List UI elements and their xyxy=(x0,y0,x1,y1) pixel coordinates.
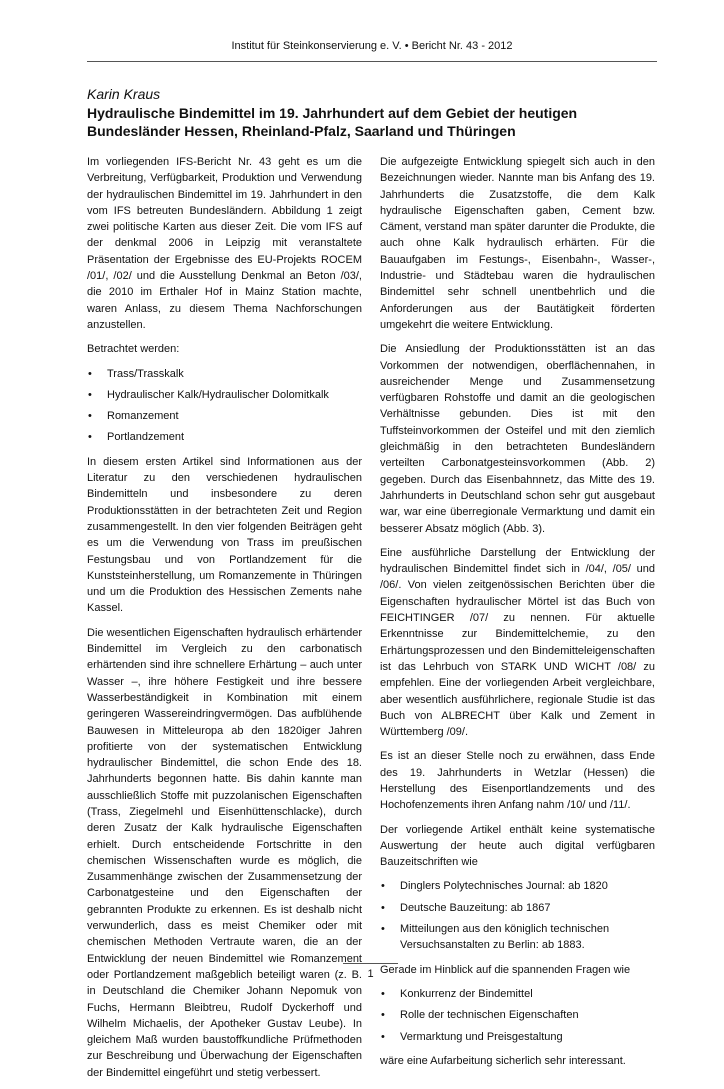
page-number: 1 xyxy=(367,968,374,980)
list-item: • Deutsche Bauzeitung: ab 1867 xyxy=(400,900,655,916)
list-item: • Trass/Trasskalk xyxy=(107,366,362,382)
paragraph: Der vorliegende Artikel enthält keine systematische Auswertung der heute auch digital verfügbaren Bauzeitschriften wie xyxy=(380,823,655,869)
list-item: • Konkurrenz der Bindemittel xyxy=(400,986,655,1002)
bullet-list xyxy=(380,986,655,1045)
paragraph: Die aufgezeigte Entwicklung spiegelt sich auch in den Bezeichnungen wieder. Nannte man bis Anfang des 19. Jahrhunderts die Zusatzstoffe, die dem Kalk hydraulische Eigenschaften gaben, Cement bzw. Cäment, verstand man später darunter die Produkte, die auch ohne Kalk hydraulisch erhärten. Für die Bauaufgaben im Festungs-, Eisenbahn-, Wasser-, Industrie- und Städtebau waren die hydraulischen Bindemittel sehr schnell unentbehrlich und die Anforderungen aus der Bautätigkeit förderten umgekehrt die weitere Entwicklung. xyxy=(380,156,655,331)
list-item: • Rolle der technischen Eigenschaften xyxy=(400,1007,655,1023)
paragraph: Im vorliegenden IFS-Bericht Nr. 43 geht es um die Verbreitung, Verfügbarkeit, Produktion und Verwendung der hydraulischen Bindemittel im 19. Jahrhundert in den vom IFS betreuten Bundesländern. Abbildung 1 zeigt zwei politische Karten aus dieser Zeit. Die vom IFS auf der denkmal 2006 in Leipzig mit veranstaltete Präsentation der Ergebnisse des EU-Projekts ROCEM /01/, /02/ und die Ausstellung Denkmal an Beton /03/, die 2010 im Erthaler Hof in Mainz Station machte, waren Anlass, zu diesem Thema Nachforschungen anzustellen. xyxy=(87,156,362,331)
list-item: • Portlandzement xyxy=(107,429,362,445)
paragraph: Die wesentlichen Eigenschaften hydraulisch erhärtender Bindemittel im Vergleich zu den carbonatisch erhärtenden sind ihre schnellere Erhärtung – auch unter Wasser –, ihre höhere Festigkeit und ihre bessere Wasserbeständigkeit in Kombination mit einem geringeren Wassereindringvermögen. Das aufblühende Bauwesen in Mitteleuropa ab den 1820iger Jahren profitierte von der systematischen Entwicklung hydraulischer Bindemittel, die schon Ende des 18. Jahrhunderts begonnen hatte. Bis dahin kannte man ausschließlich Stoffe mit puzzolanischen Eigenschaften (Trass, Ziegelmehl und Eisenhüttenschlacke), durch deren Zusatz der Kalk hydraulische Eigenschaften erhielt. Durch entscheidende Fortschritte in den chemischen Wissenschaften wurde es möglich, die Zusammenhänge zwischen der Zusammensetzung der Carbonatgesteine und den Eigenschaften der gebrannten Produkte zu erkennen. Es ist deshalb nicht verwunderlich, dass es meist Chemiker oder mit chemischen Methoden Vertraute waren, die an der Entwicklung der neuen Bindemittel wie Romanzement oder Portlandzement maßgeblich beteiligt waren (z. B. in Deutschland die Chemiker Johann Nepomuk von Fuchs, Hermann Bleibtreu, Rudolf Dyckerhoff und Wilhelm Michaelis, der Apotheker Gustav Leube). In gleichem Maß wurden baustoffkundliche Prüfmethoden zur Beschreibung und Überwachung der Eigenschaften der Bindemittel eingeführt und stetig verbessert. xyxy=(87,626,362,1079)
paragraph: Die Ansiedlung der Produktionsstätten ist an das Vorkommen der notwendigen, oberflächennahen, in ausreichender Menge und Zusammensetzung verfügbaren Rohstoffe und damit an die geologischen Verhältnisse gebunden. Dies ist mit den Tuffsteinvorkommen der Osteifel und mit den ziemlich gleichmäßig in den betrachteten Bundesländern verteilten Carbonatgesteinsvorkommen (Abb. 2) gegeben. Durch das Eisenbahnnetz, das Mitte des 19. Jahrhunderts in Deutschland schon sehr gut ausgebaut war, war eine überregionale Vermarktung und damit ein besserer Absatz möglich (Abb. 3). xyxy=(380,343,655,535)
paragraph: Eine ausführliche Darstellung der Entwicklung der hydraulischen Bindemittel findet sich in /04/, /05/ und /06/. Von vielen zeitgenössischen Berichten über die Eigenschaften hydraulischer Mörtel ist das Buch von FEICHTINGER /07/ zu nennen. Für aktuelle Erkenntnisse zur Bindemittelchemie, zu den Erhärtungsprozessen und den Bindemitteleigenschaften ist das Lehrbuch von STARK UND WICHT /08/ zu empfehlen. Eine der vorliegenden Arbeit vergleichbare, aber wesentlich ausführlichere, regionale Studie ist das Buch von ALBRECHT über Kalk und Zement in Württemberg /09/. xyxy=(380,546,655,739)
footer-divider xyxy=(343,963,398,964)
running-header: Institut für Steinkonservierung e. V. • Bericht Nr. 43 - 2012 xyxy=(231,40,513,52)
paragraph: Betrachtet werden: xyxy=(87,343,180,356)
paragraph: In diesem ersten Artikel sind Informationen aus der Literatur zu den verschiedenen hydraulischen Bindemitteln und insbesondere zu deren Produktionsstätten in der betrachteten Zeit und Region zusammengestellt. In den vier folgenden Beiträgen geht es um die Verwendung von Trass im preußischen Festungsbau und von Portlandzement für die Kunststeinherstellung, um Romanzemente in Thüringen und um die Produktion des Hessischen Zements nahe Kassel. xyxy=(87,455,362,615)
author-name: Karin Kraus xyxy=(87,86,161,102)
header-divider xyxy=(87,61,657,62)
list-item: • Mitteilungen aus den königlich technischen Versuchsanstalten zu Berlin: ab 1883. xyxy=(400,921,655,954)
article-title: Hydraulische Bindemittel im 19. Jahrhundert auf dem Gebiet der heutigen Bundesländer Hessen, Rheinland-Pfalz, Saarland und Thüringen xyxy=(87,105,578,139)
paragraph: Gerade im Hinblick auf die spannenden Fragen wie xyxy=(380,963,631,976)
list-item: • Dinglers Polytechnisches Journal: ab 1820 xyxy=(400,878,655,894)
list-item: • Hydraulischer Kalk/Hydraulischer Dolomitkalk xyxy=(107,387,362,403)
list-item: • Vermarktung und Preisgestaltung xyxy=(400,1029,655,1045)
bullet-list xyxy=(87,366,362,446)
left-column xyxy=(87,154,362,1089)
paragraph: Es ist an dieser Stelle noch zu erwähnen, dass Ende des 19. Jahrhunderts in Wetzlar (Hessen) die Herstellung des Eisenportlandzements und des Hochofenzements ihren Anfang nahm /10/ und /11/. xyxy=(380,750,655,812)
right-column xyxy=(380,154,655,1077)
list-item: • Romanzement xyxy=(107,408,362,424)
paragraph: wäre eine Aufarbeitung sicherlich sehr interessant. xyxy=(380,1054,626,1067)
bullet-list xyxy=(380,878,655,953)
